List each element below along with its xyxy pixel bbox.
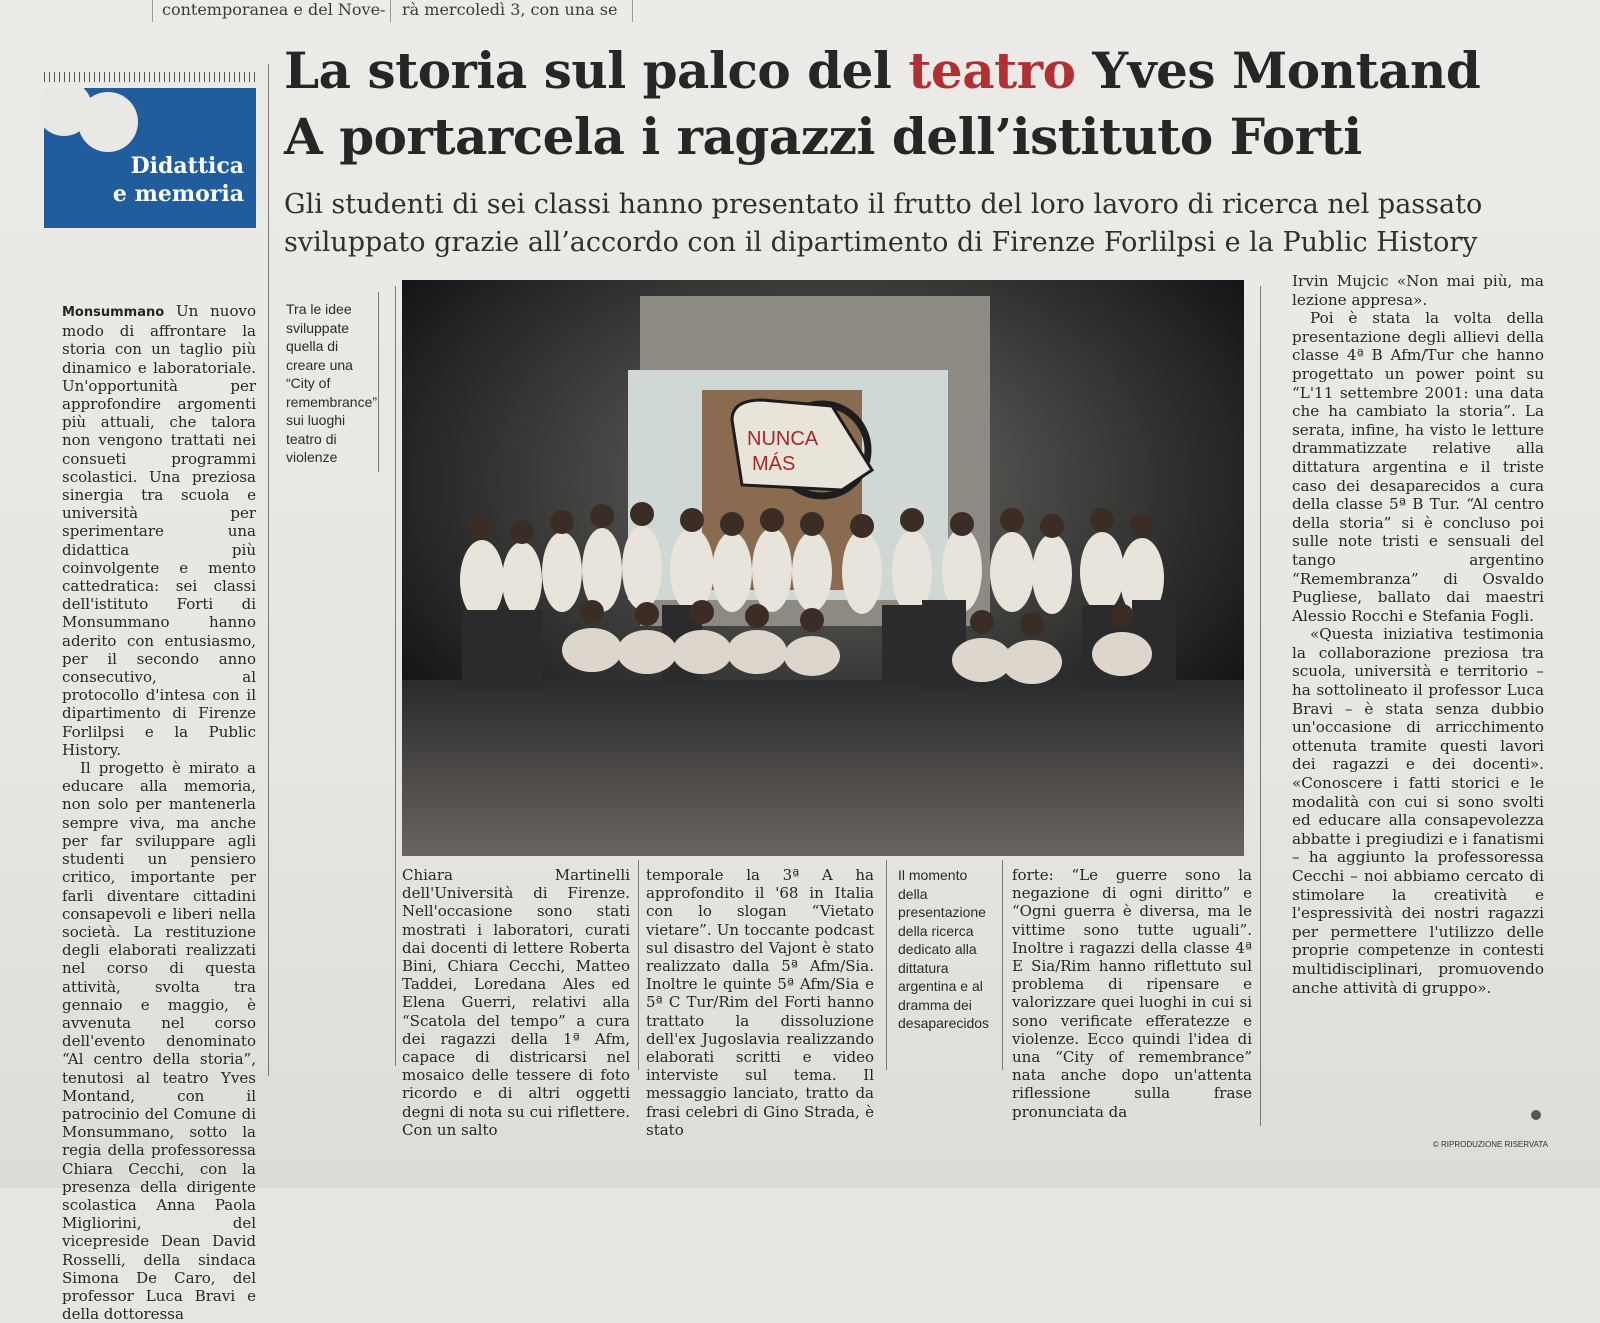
copyright-notice: © RIPRODUZIONE RISERVATA bbox=[1432, 1140, 1548, 1149]
paragraph: Irvin Mujcic «Non mai più, ma lezione appresa». bbox=[1292, 272, 1544, 309]
column-rule bbox=[268, 64, 269, 1076]
column-divider bbox=[390, 0, 391, 22]
column-divider bbox=[152, 0, 153, 22]
section-label: Didattica e memoria bbox=[112, 153, 244, 207]
previous-article-strip bbox=[0, 0, 1600, 24]
caption-rule bbox=[378, 292, 379, 472]
paragraph: temporale la 3ª A ha approfondito il '68 in Italia con lo slogan “Vietato vietare”. Un toccante podcast sul disastro del Vajont è stato realizzato dalla 5ª Afm/Sia. Inoltre le quinte 5ª Afm/Sia e 5ª C Tur/Rim del Forti hanno trattato la dissoluzione dell'ex Jugoslavia realizzando elaborati scritti e video interviste sul tema. Il messaggio lanciato, tratto da frasi celebri di Gino Strada, è stato bbox=[646, 866, 874, 1139]
article-column-3 bbox=[646, 866, 874, 1139]
paragraph: Monsummano Un nuovo modo di affrontare la storia con un taglio più dinamico e laboratoriale. Un'opportunità per approfondire argomenti più attuali, che talora non vengono trattati nei consueti programmi scolastici. Una preziosa sinergia tra scuola e università per sperimentare una didattica più coinvolgente e mento cattedratica: sei classi dell'istituto Forti di Monsummano hanno aderito con entusiasmo, per il secondo anno consecutivo, al protocollo d'intesa con il dipartimento di Firenze Forlilpsi e la Public History. bbox=[62, 302, 256, 759]
column-rule bbox=[395, 286, 396, 1066]
quote-mark-icon bbox=[78, 92, 138, 152]
previous-article-text-left: contemporanea e del Nove- bbox=[162, 0, 386, 19]
article-subheadline: Gli studenti di sei classi hanno presentato il frutto del loro lavoro di ricerca nel passato sviluppato grazie all’accordo con il dipartimento di Firenze Forlilpsi e la Public History bbox=[284, 189, 1483, 258]
column-rule bbox=[1002, 860, 1003, 1070]
section-tag-box bbox=[44, 88, 256, 228]
headline-highlight: teatro bbox=[908, 41, 1076, 100]
paragraph: Chiara Martinelli dell'Università di Firenze. Nell'occasione sono stati mostrati i laboratori, curati dai docenti di lettere Roberta Bini, Chiara Cecchi, Matteo Taddei, Loredana Ales ed Elena Guerri, relativi alla “Scatola del tempo” a cura dei ragazzi della 1ª Afm, capace di districarsi nel mosaico delle tessere di foto ricordo e di altri oggetti degni di nota su cui riflettere. Con un salto bbox=[402, 866, 630, 1139]
screen-text-mas: MÁS bbox=[752, 453, 796, 475]
column-rule bbox=[638, 860, 639, 1070]
article-column-5 bbox=[1292, 272, 1544, 997]
photo-caption-bottom: Il momento della presentazione della ricerca dedicato alla dittatura argentina e al dramma dei desaparecidos bbox=[898, 867, 990, 1031]
headline-line2: A portarcela i ragazzi dell’istituto Forti bbox=[284, 107, 1362, 166]
column-rule bbox=[886, 860, 887, 1070]
screen-text-nunca: NUNCA bbox=[747, 428, 819, 450]
dateline: Monsummano bbox=[62, 305, 165, 320]
article-end-mark bbox=[1531, 1110, 1541, 1120]
column-divider bbox=[632, 0, 633, 22]
previous-article-text-mid: rà mercoledì 3, con una se bbox=[402, 0, 618, 19]
article-column-2 bbox=[402, 866, 630, 1139]
article-headline bbox=[284, 38, 1524, 170]
headline-line1: La storia sul palco del teatro Yves Montand bbox=[284, 41, 1481, 100]
column-rule bbox=[1260, 286, 1261, 1126]
article-column-4 bbox=[1012, 866, 1252, 1121]
paragraph: Il progetto è mirato a educare alla memoria, non solo per mantenerla sempre viva, ma anche per far sviluppare agli studenti un pensiero critico, importante per farli diventare cittadini consapevoli e liberi nella società. La restituzione degli elaborati realizzati nel corso di questa attività, svolta tra gennaio e maggio, è avvenuta nel corso dell'evento denominato “Al centro della storia”, tenutosi al teatro Yves Montand, con il patrocinio del Comune di Monsummano, sotto la regia della professoressa Chiara Cecchi, con la presenza della dirigente scolastica Anna Paola Migliorini, del vicepreside Dean David Rosselli, della sindaca Simona De Caro, del professor Luca Bravi e della dottoressa bbox=[62, 759, 256, 1323]
paragraph: forte: “Le guerre sono la negazione di ogni diritto” e “Ogni guerra è diversa, ma le vittime sono tutte uguali”. Inoltre i ragazzi della classe 4ª E Sia/Rim hanno riflettuto sul problema di ripensare e valorizzare quei luoghi in cui si sono verificate efferatezze e violenze. Ecco quindi l'idea di una “City of remembrance” nata anche dopo un'attenta riflessione sulla frase pronunciata da bbox=[1012, 866, 1252, 1121]
paragraph: «Questa iniziativa testimonia la collaborazione preziosa tra scuola, università e territorio – ha sottolineato il professor Luca Bravi – è stata senza dubbio un'occasione di arricchimento ottenuta tramite questi lavori dei ragazzi e dei docenti». «Conoscere i fatti storici e le modalità con cui si sono svolti ed educare alla consapevolezza abbatte i pregiudizi e i fanatismi – ha aggiunto la professoressa Cecchi – noi abbiamo cercato di stimolare la creatività e l'espressività dei nostri ragazzi per permettere l'utilizzo delle proprie competenze in contesti multidisciplinari, promuovendo anche attività di gruppo». bbox=[1292, 625, 1544, 997]
article-column-1 bbox=[62, 302, 256, 1323]
section-ruler bbox=[44, 72, 256, 82]
paragraph: Poi è stata la volta della presentazione degli allievi della classe 4ª B Afm/Tur che hanno progettato un power point su “L'11 settembre 2001: una data che ha cambiato la storia”. La serata, infine, ha visto le letture drammatizzate relative alla dittatura argentina e il triste caso dei desaparecidos a cura della classe 5ª B Tur. “Al centro della storia” si è concluso poi sulle note tristi e sensuali del tango argentino “Remembranza” di Osvaldo Pugliese, ballato dai maestri Alessio Rocchi e Stefania Fogli. bbox=[1292, 309, 1544, 625]
event-photo bbox=[402, 280, 1244, 856]
photo-caption-top: Tra le idee sviluppate quella di creare una “City of remembrance” sui luoghi teatro di violenze bbox=[286, 301, 378, 465]
